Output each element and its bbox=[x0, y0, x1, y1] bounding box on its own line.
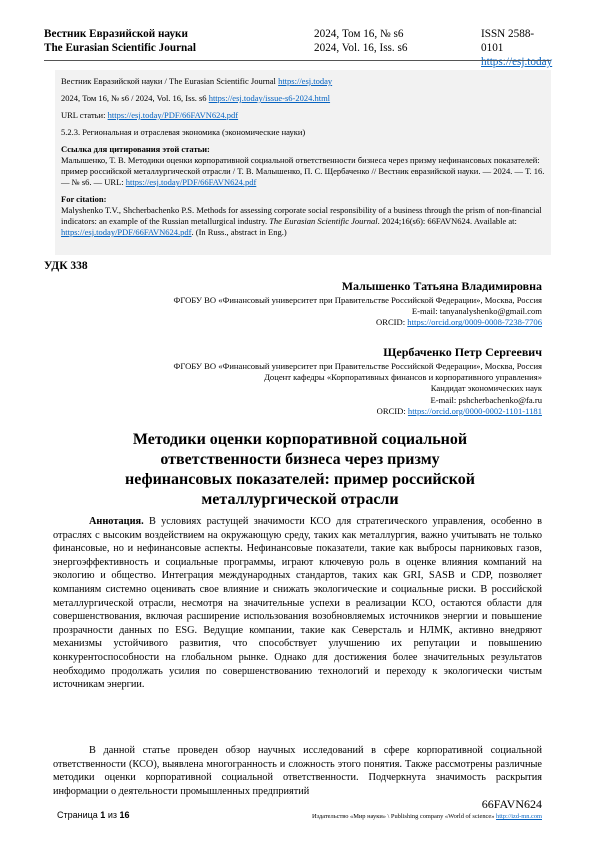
issue-en: 2024, Vol. 16, Iss. s6 bbox=[314, 42, 408, 54]
article-code: 66FAVN624 bbox=[481, 797, 542, 811]
author-name: Малышенко Татьяна Владимировна bbox=[341, 279, 542, 293]
abstract-paragraph bbox=[53, 515, 542, 692]
page-prefix: Страница bbox=[57, 810, 101, 820]
page-counter bbox=[57, 810, 129, 820]
orcid-label: ORCID: bbox=[376, 405, 408, 416]
citation-en bbox=[61, 194, 545, 238]
author-orcid bbox=[174, 317, 542, 328]
article-meta-box bbox=[55, 70, 551, 255]
header-divider bbox=[44, 60, 551, 61]
author-block-1 bbox=[174, 278, 542, 329]
citation-ru bbox=[61, 144, 545, 188]
journal-site-link[interactable]: https://esj.today bbox=[481, 56, 553, 68]
body-paragraph bbox=[53, 744, 542, 798]
orcid-link[interactable]: https://orcid.org/0000-0002-1101-1181 bbox=[407, 405, 542, 416]
page-of: из bbox=[105, 810, 120, 820]
orcid-link[interactable]: https://orcid.org/0009-0008-7238-7706 bbox=[407, 317, 542, 328]
orcid-label: ORCID: bbox=[376, 317, 408, 328]
meta-issue-line bbox=[61, 93, 545, 104]
publisher-link[interactable]: http://izd-mn.com bbox=[496, 813, 542, 820]
citation-en-text2: . 2024;16(s6): 66FAVN624. Available at: bbox=[377, 216, 517, 226]
page-number: 1 bbox=[100, 810, 106, 820]
author-position: Доцент кафедры «Корпоративных финансов и корпоративного управления» bbox=[264, 372, 542, 383]
author-orcid bbox=[174, 406, 542, 417]
citation-en-text: Malyshenko T.V., Shcherbachenko P.S. Methods for assessing corporate social responsibility of a business through the prism of non-financial indicators: an example of the Russian metallurgical industry. bbox=[61, 205, 542, 226]
meta-url-label: URL статьи: bbox=[61, 110, 108, 120]
meta-article-url-link[interactable]: https://esj.today/PDF/66FAVN624.pdf bbox=[107, 110, 239, 120]
udk: УДК 338 bbox=[44, 260, 88, 272]
author-affiliation: ФГОБУ ВО «Финансовый университет при Правительстве Российской Федерации», Москва, Россия bbox=[173, 295, 542, 305]
header-journal bbox=[44, 27, 196, 55]
author-name: Щербаченко Петр Сергеевич bbox=[383, 345, 542, 359]
citation-en-link[interactable]: https://esj.today/PDF/66FAVN624.pdf bbox=[61, 227, 192, 237]
author-email: E-mail: pshcherbachenko@fa.ru bbox=[430, 394, 542, 405]
running-header bbox=[44, 27, 553, 68]
author-affiliation: ФГОБУ ВО «Финансовый университет при Правительстве Российской Федерации», Москва, Россия bbox=[173, 361, 542, 371]
citation-ru-text: Малышенко, Т. В. Методики оценки корпоративной социальной ответственности бизнеса через призму нефинансовых показателей: пример российской металлургической отрасли / Т. В. Малышенко, П. С. Щербаченко // Вестник евразийской науки. — 2024. — Т. 16. — № s6. — URL: bbox=[61, 155, 545, 187]
citation-en-text3: . (In Russ., abstract in Eng.) bbox=[191, 227, 287, 237]
journal-name-ru: Вестник Евразийской науки bbox=[44, 28, 188, 40]
meta-url-line bbox=[61, 110, 545, 121]
meta-issue-text: 2024, Том 16, № s6 / 2024, Vol. 16, Iss. s6 bbox=[61, 93, 209, 103]
abstract bbox=[53, 515, 542, 692]
meta-issue-link[interactable]: https://esj.today/issue-s6-2024.html bbox=[208, 93, 331, 103]
article-title: Методики оценки корпоративной социальной ответственности бизнеса через призму нефинансовых показателей: пример российской металлургической отрасли bbox=[125, 431, 475, 508]
paragraph-text: В данной статье проведен обзор научных исследований в сфере корпоративной социальной ответственности (КСО), выявлена многогранность и сложность этого понятия. Также рассмотрены различные методики оценки корпоративной социальной ответственности. Подчеркнута значимость раскрытия информации о деятельности промышленных предприятий bbox=[53, 745, 542, 797]
citation-ru-label: Ссылка для цитирования этой статьи: bbox=[61, 144, 210, 154]
publisher-line bbox=[312, 813, 542, 820]
meta-journal-text: Вестник Евразийской науки / The Eurasian Scientific Journal bbox=[61, 76, 279, 86]
meta-journal-line bbox=[61, 76, 545, 87]
publisher-text: Издательство «Мир науки» \ Publishing company «World of science» bbox=[311, 813, 497, 820]
citation-ru-link[interactable]: https://esj.today/PDF/66FAVN624.pdf bbox=[125, 177, 257, 187]
citation-en-label: For citation: bbox=[61, 194, 107, 204]
author-email: E-mail: tanyanalyshenko@gmail.com bbox=[411, 306, 542, 317]
page-total: 16 bbox=[119, 810, 130, 820]
author-block-2 bbox=[174, 344, 542, 417]
issue-ru: 2024, Том 16, № s6 bbox=[314, 28, 404, 40]
header-issue bbox=[314, 27, 407, 55]
header-issn bbox=[481, 27, 551, 69]
meta-journal-link[interactable]: https://esj.today bbox=[278, 76, 333, 86]
author-degree: Кандидат экономических наук bbox=[430, 383, 542, 394]
meta-specialty-line: 5.2.3. Региональная и отраслевая экономика (экономические науки) bbox=[61, 127, 306, 137]
issn: ISSN 2588-0101 bbox=[481, 28, 535, 54]
abstract-label: Аннотация. bbox=[89, 516, 144, 527]
journal-name-en: The Eurasian Scientific Journal bbox=[44, 42, 196, 54]
citation-en-journal: The Eurasian Scientific Journal bbox=[269, 216, 378, 226]
abstract-text: В условиях растущей значимости КСО для стратегического управления, особенно в отраслях с высоким воздействием на окружающую среду, таких как металлургия, важно учитывать не только финансовые, но и нефинансовые аспекты. Нефинансовые показатели, такие как выбросы парниковых газов, энергоэффективность и социальные программы, играют ключевую роль в оценке влияния компаний на экологию и общество. Интеграция международных стандартов, таких как GRI, SASB и CDP, позволяет компаниям системно оценивать свое влияние и снижать экологические и социальные риски. В российской металлургической отрасли, несмотря на значительные успехи в реализации КСО, остаются области для совершенствования, включая расширение использования возобновляемых источников энергии и повышение прозрачности данных по ESG. Ведущие компании, такие как Северсталь и НЛМК, активно внедряют механизмы устойчивого развития, что способствует улучшению их репутации и повышению конкурентоспособности на глобальном рынке. Однако для достижения более значительных результатов необходимо продолжать усилия по совершенствованию технологий и переходу к экологически чистым источникам энергии. bbox=[53, 516, 542, 691]
